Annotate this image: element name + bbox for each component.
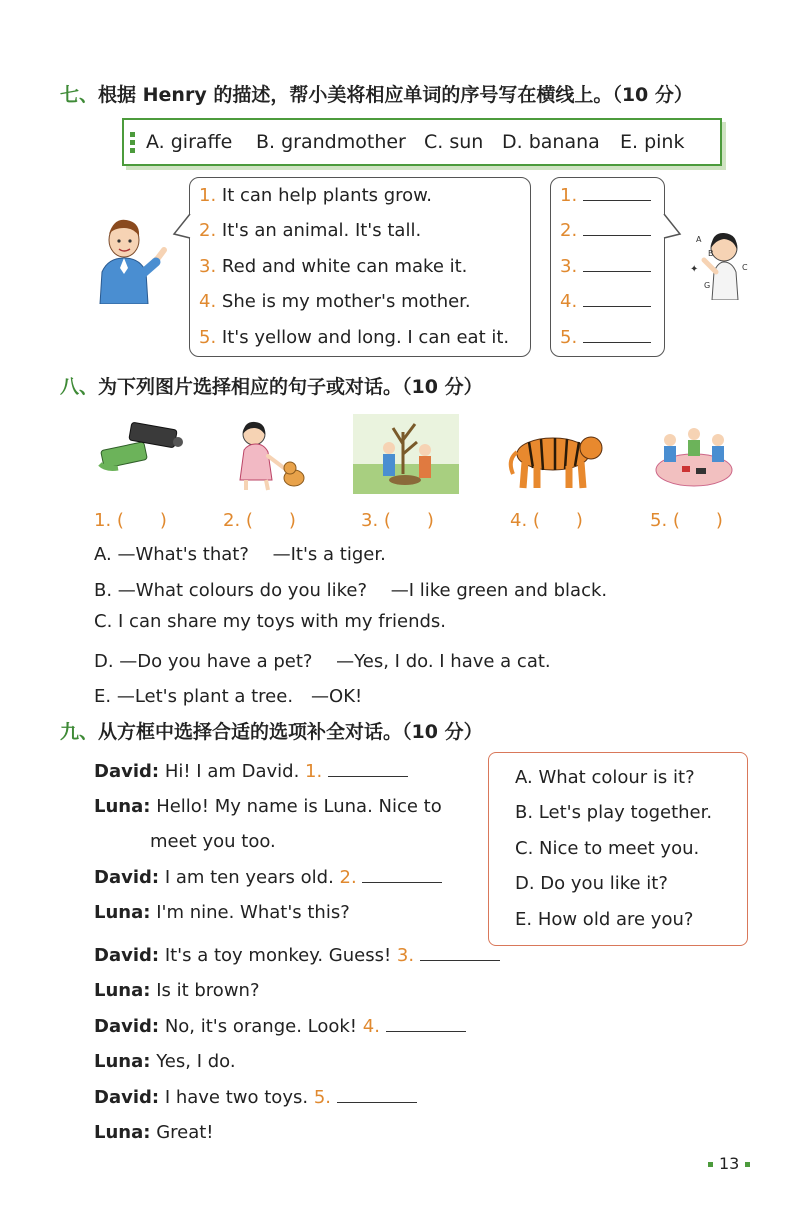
bubble-pointer-left [172,212,192,242]
option-e: E. —Let's plant a tree. —OK! [94,686,363,707]
section9-title: 九、从方框中选择合适的选项补全对话。（10 分） [60,721,483,743]
section8-title: 八、为下列图片选择相应的句子或对话。（10 分） [60,376,483,398]
blank-line[interactable] [386,1031,466,1032]
choice-e: E. How old are you? [515,909,694,930]
dialogue-line-11: Luna: Great! [94,1122,214,1143]
page-number: 13 [702,1154,756,1173]
choice-d: D. Do you like it? [515,873,668,894]
answer-4[interactable]: 4. [560,291,651,312]
dialogue-line-5: Luna: I'm nine. What's this? [94,902,350,923]
answer-2[interactable]: 2. [560,220,651,241]
choice-box [488,752,748,946]
answer-1[interactable]: 1. [560,185,651,206]
clue-3: 3. Red and white can make it. [199,256,468,277]
girl-cat-picture [228,420,312,492]
word-bank-item: C. sun [424,131,484,153]
plant-tree-picture [353,414,459,494]
choice-c: C. Nice to meet you. [515,838,700,859]
clue-5: 5. It's yellow and long. I can eat it. [199,327,510,348]
blank-line[interactable] [420,960,500,961]
picture-label-2[interactable]: 2. ( ) [223,510,296,531]
option-d: D. —Do you have a pet? —Yes, I do. I have a cat. [94,651,551,672]
word-bank-item: D. banana [502,131,600,153]
word-bank-item: B. grandmother [256,131,406,153]
dialogue-line-6: David: It's a toy monkey. Guess! 3. [94,945,500,966]
svg-text:✦: ✦ [690,264,699,275]
dialogue-line-10: David: I have two toys. 5. [94,1087,417,1108]
blank-line[interactable] [328,776,408,777]
answer-5[interactable]: 5. [560,327,651,348]
word-bank-marker [130,132,136,156]
dialogue-line-2: Luna: Hello! My name is Luna. Nice to [94,796,442,817]
clue-1: 1. It can help plants grow. [199,185,432,206]
option-c: C. I can share my toys with my friends. [94,611,447,632]
dialogue-line-9: Luna: Yes, I do. [94,1051,236,1072]
option-b: B. —What colours do you like? —I like green and black. [94,580,608,601]
section7-title [60,80,693,107]
picture-label-4[interactable]: 4. ( ) [510,510,583,531]
girl-letter: G [704,281,711,290]
option-a: A. —What's that? —It's a tiger. [94,544,386,565]
clue-4: 4. She is my mother's mother. [199,291,471,312]
girl-letter: B [708,249,714,258]
kids-sharing-picture [652,420,736,490]
girl-letter: C [742,263,748,272]
choice-a: A. What colour is it? [515,767,695,788]
xiaomei-illustration [676,228,756,300]
blank-line[interactable] [337,1102,417,1103]
word-bank-item: E. pink [620,131,685,153]
choice-b: B. Let's play together. [515,802,713,823]
picture-label-5[interactable]: 5. ( ) [650,510,723,531]
picture-label-1[interactable]: 1. ( ) [94,510,167,531]
answer-3[interactable]: 3. [560,256,651,277]
dialogue-line-1: David: Hi! I am David. 1. [94,761,408,782]
blank-line[interactable] [362,882,442,883]
picture-label-3[interactable]: 3. ( ) [361,510,434,531]
dialogue-line-8: David: No, it's orange. Look! 4. [94,1016,466,1037]
dialogue-line-4: David: I am ten years old. 2. [94,867,442,888]
paint-tubes-picture [96,420,186,476]
dialogue-line-3: meet you too. [150,831,276,852]
section7-number: 七、 [60,84,99,106]
word-bank [122,118,722,166]
tiger-picture [505,424,605,492]
word-bank-item: A. giraffe [146,131,233,153]
clue-2: 2. It's an animal. It's tall. [199,220,422,241]
dialogue-line-7: Luna: Is it brown? [94,980,260,1001]
girl-letter: A [696,235,702,244]
henry-illustration [94,214,174,304]
section7-title-text: 根据 Henry 的描述，帮小美将相应单词的序号写在横线上。（10 分） [98,84,693,106]
